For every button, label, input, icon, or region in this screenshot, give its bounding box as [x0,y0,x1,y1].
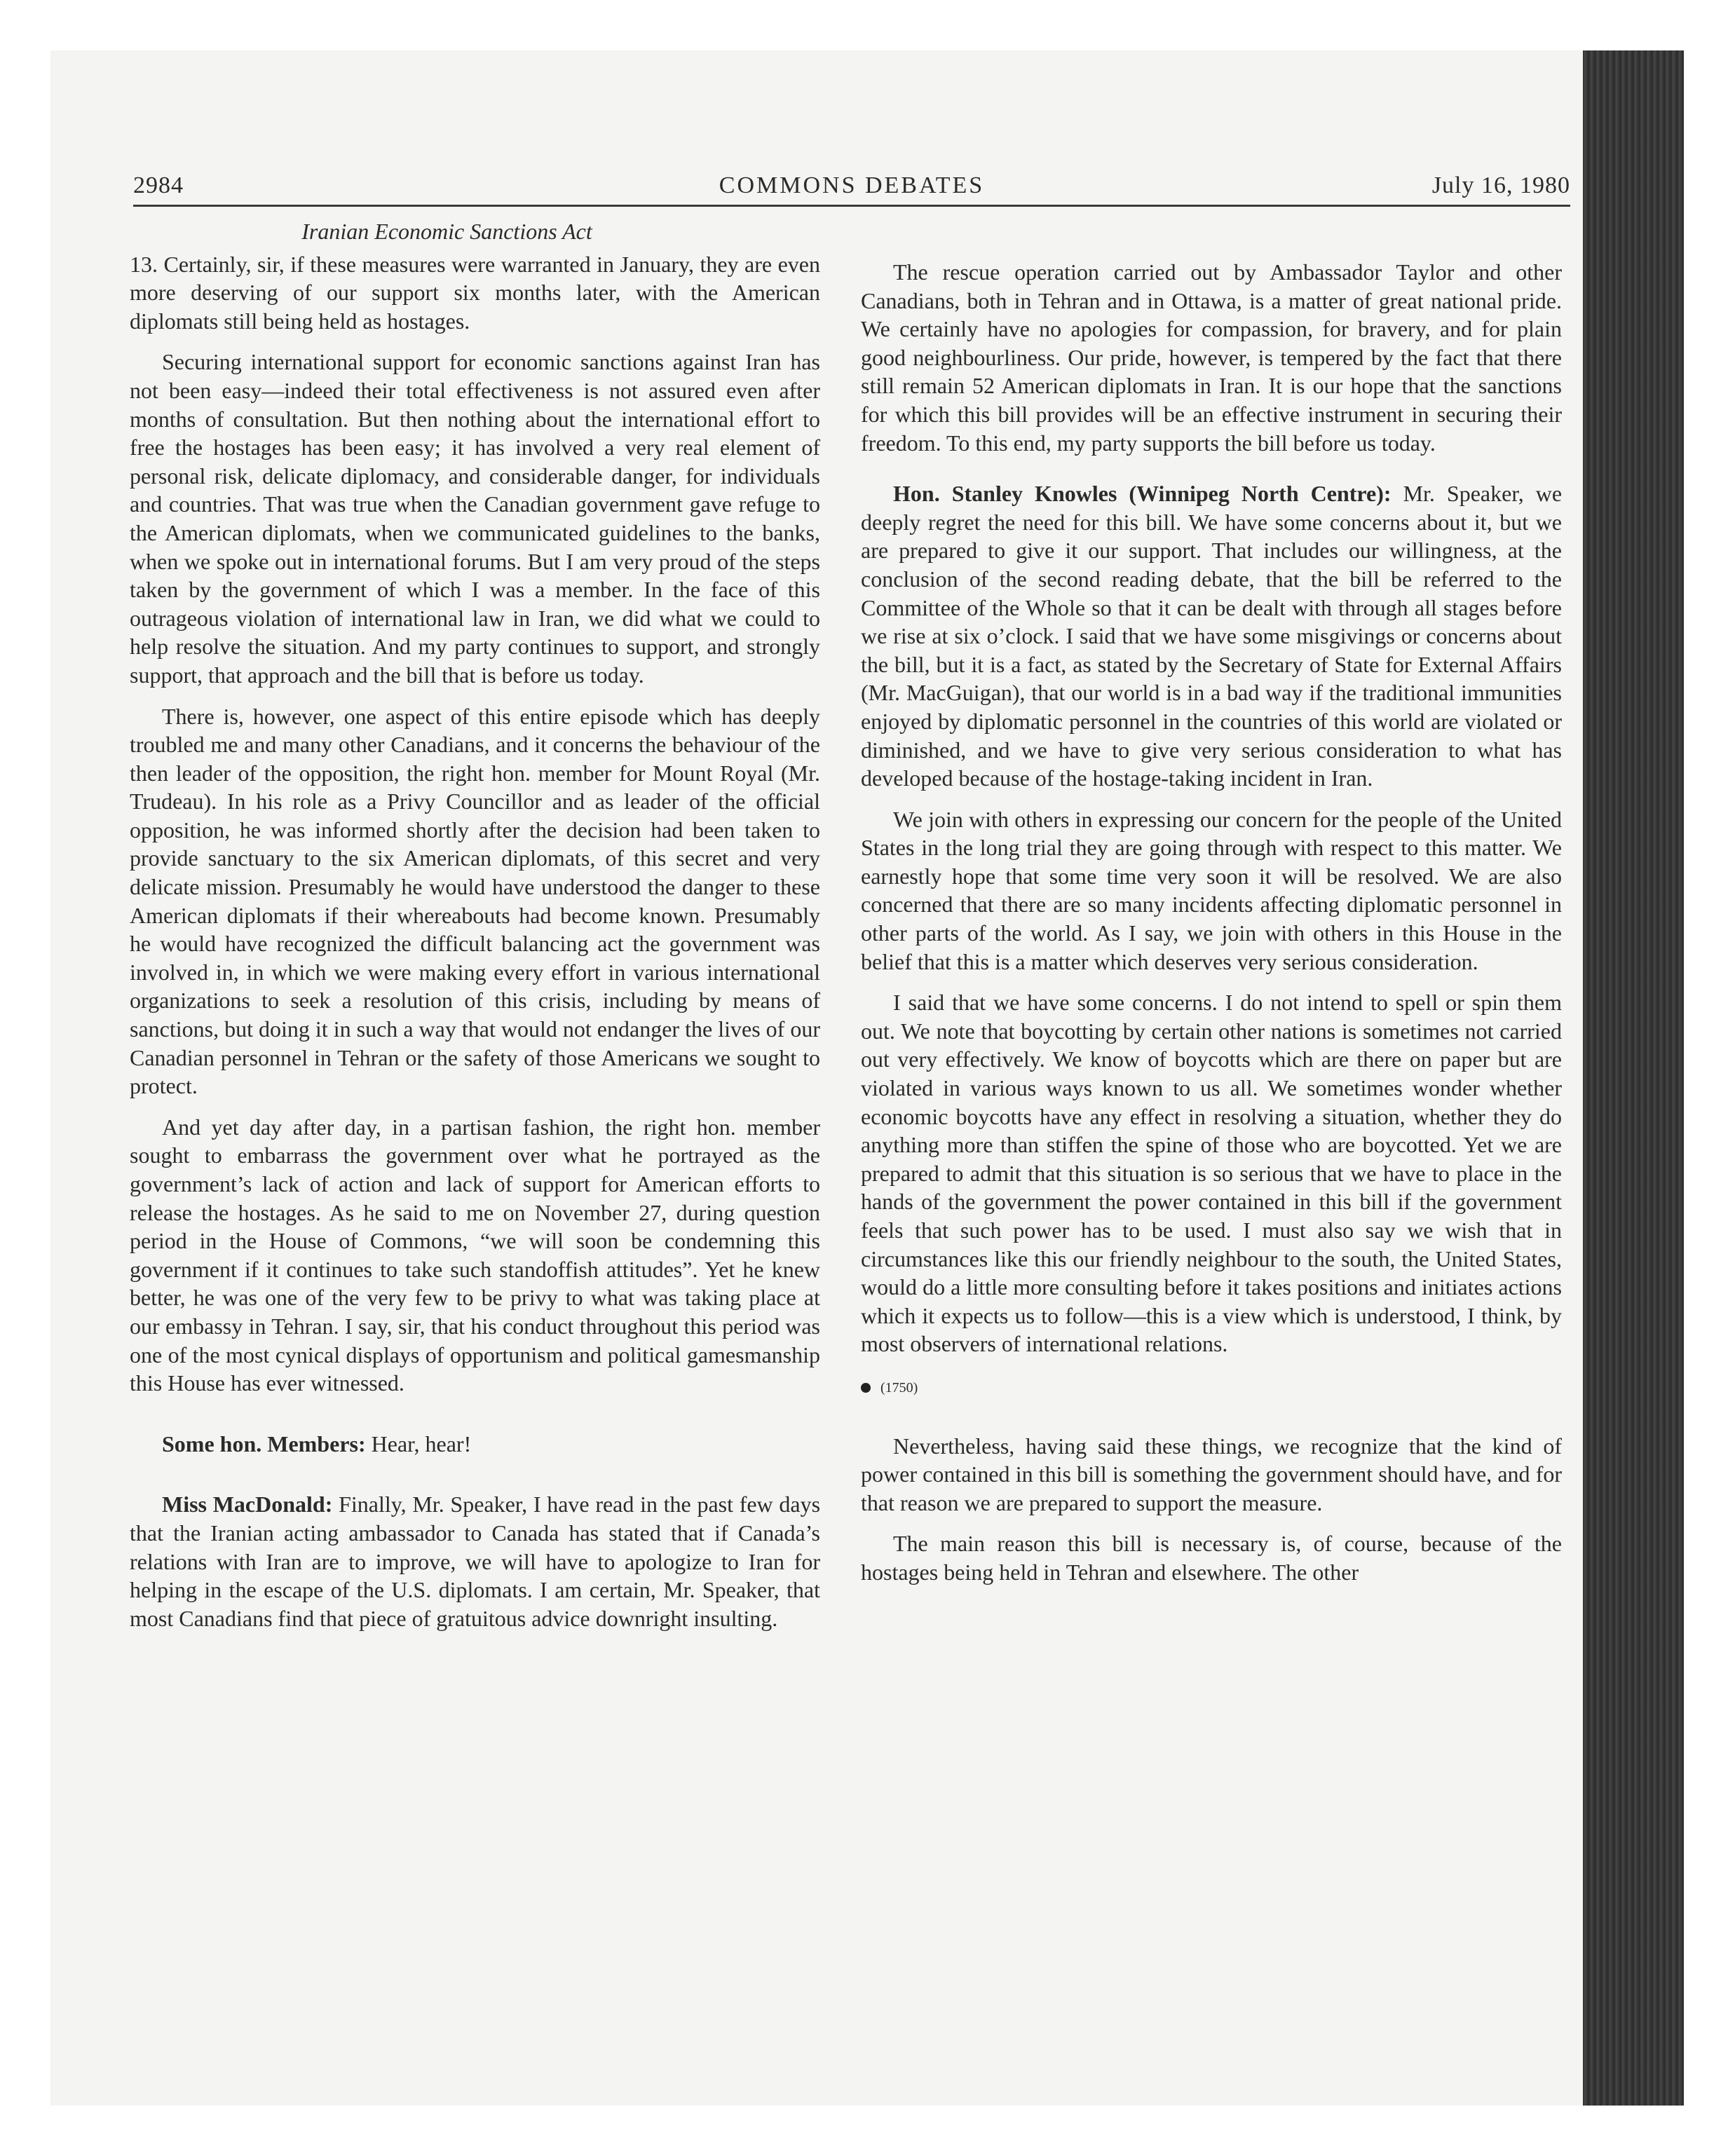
paragraph: The main reason this bill is necessary is, of course, because of the hostages being held in Tehran and elsewhere. The other [861,1531,1562,1585]
speech-text: Mr. Speaker, we deeply regret the need for this bill. We have some concerns about it, but we are prepared to give it our support. That includes our willingness, at the conclusion of the second reading debate, that the bill be referred to the Committee of the Whole so that it can be dealt with through all stages before we rise at six o’clock. I said that we have some misgivings or concerns about the bill, but it is a fact, as stated by the Secretary of State for External Affairs (Mr. MacGuigan), that our world is in a bad way if the traditional immunities enjoyed by diplomatic personnel in the countries of this world are violated or diminished, and we have to give very serious consideration to what has developed because of the hostage-taking incident in Iran. [861,481,1563,791]
paragraph: The rescue operation carried out by Ambassador Taylor and other Canadians, both in Tehran and in Ottawa, is a matter of great national pride. We certainly have no apologies for compassion, for bravery, and for plain good neighbourliness. Our pride, however, is tempered by the fact that there still remain 52 American diplomats in Iran. It is our hope that the sanctions for which this bill provides will be an effective instrument in securing their freedom. To this end, my party supports the bill before us today. [861,259,1562,456]
speaker-name: Hon. Stanley Knowles (Winnipeg North Centre): [893,481,1392,507]
left-column [130,217,820,1645]
speaker-name: Some hon. Members: [162,1431,366,1456]
paragraph: And yet day after day, in a partisan fashion, the right hon. member sought to embarrass the government over what he portrayed as the government’s lack of action and lack of support for American efforts to release the hostages. As he said to me on November 27, during question period in the House of Commons, “we will soon be condemning this government if it continues to take such standoffish attitudes”. Yet he knew better, he was one of the very few to be privy to what was taking place at our embassy in Tehran. I say, sir, that his conduct throughout this period was one of the most cynical displays of opportunism and political gamesmanship this House has ever witnessed. [130,1114,820,1396]
paragraph: Securing international support for economic sanctions against Iran has not been easy—indeed their total effectiveness is not assured even after months of consultation. But then nothing about the international effort to free the hostages has been easy; it has involved a very real element of personal risk, delicate diplomacy, and considerable danger, for individuals and countries. That was true when the Canadian government gave refuge to the American diplomats, when we communicated guidelines to the banks, when we spoke out in international forums. But I am very proud of the steps taken by the government of which I was a member. In the face of this outrageous violation of international law in Iran, we did what we could to help resolve the situation. And my party continues to support, and strongly support, that approach and the bill that is before us today. [130,349,820,688]
time-marker [861,1374,1562,1403]
speech-entry [130,1430,820,1459]
speaker-name: Miss MacDonald: [162,1492,333,1517]
page-header [133,165,1570,207]
paragraph: I said that we have some concerns. I do not intend to spell or spin them out. We note that boycotting by certain other nations is sometimes not carried out very effectively. We know of boycotts which are there on paper but are violated in various ways known to us all. We sometimes wonder whether economic boycotts have any effect in resolving a situation, whether they do anything more than stiffen the spine of those who are boycotted. Yet we are prepared to admit that this situation is so serious that we have to place in the hands of the government the power contained in this bill if the government feels that such power has to be used. I must also say we wish that in circumstances like this our friendly neighbour to the south, the United States, would do a little more consulting before it takes positions and initiates actions which it expects us to follow—this is a view which is understood, I think, by most observers of international relations. [861,990,1562,1357]
scan-binding-edge [1583,50,1684,2106]
section-title: Iranian Economic Sanctions Act [301,219,592,244]
speech-entry [861,479,1562,793]
page-number: 2984 [133,172,184,198]
paragraph: Nevertheless, having said these things, we recognize that the kind of power contained in this bill is something the government should have, and for that reason we are prepared to support the measure. [861,1433,1562,1515]
time-marker-text: (1750) [880,1379,918,1396]
paragraph: 13. Certainly, sir, if these measures were warranted in January, they are even more deserving of our support six months later, with the American diplomats still being held as hostages. [130,251,820,334]
speech-entry [130,1490,820,1632]
publication-title: COMMONS DEBATES [719,172,985,198]
paragraph: We join with others in expressing our concern for the people of the United States in the long trial they are going through with respect to this matter. We earnestly hope that some time very soon it will be resolved. We are also concerned that there are so many incidents affecting diplomatic personnel in other parts of the world. As I say, we join with others in this House in the belief that this is a matter which deserves very serious consideration. [861,806,1562,974]
bullet-icon [861,1383,871,1393]
paragraph: There is, however, one aspect of this entire episode which has deeply troubled me and many other Canadians, and it concerns the behaviour of the then leader of the opposition, the right hon. member for Mount Royal (Mr. Trudeau). In his role as a Privy Councillor and as leader of the official opposition, he was informed shortly after the decision had been taken to provide sanctuary to the six American diplomats, of this secret and very delicate mission. Presumably he would have understood the danger to these American diplomats if their whereabouts had become known. Presumably he would have recognized the difficult balancing act the government was involved in, in which we were making every effort in various international organizations to seek a resolution of this crisis, including by means of sanctions, but doing it in such a way that would not endanger the lives of our Canadian personnel in Tehran or the safety of those Americans we sought to protect. [130,703,820,1099]
speech-text: Finally, Mr. Speaker, I have read in the past few days that the Iranian acting ambassador to Canada has stated that if Canada’s relations with Iran are to improve, we will have to apologize to Iran for helping in the escape of the U.S. diplomats. I am certain, Mr. Speaker, that most Canadians find that piece of gratuitous advice downright insulting. [130,1492,821,1631]
publication-date: July 16, 1980 [1431,172,1570,198]
speech-text: Hear, hear! [371,1431,472,1456]
right-column [861,258,1562,1599]
